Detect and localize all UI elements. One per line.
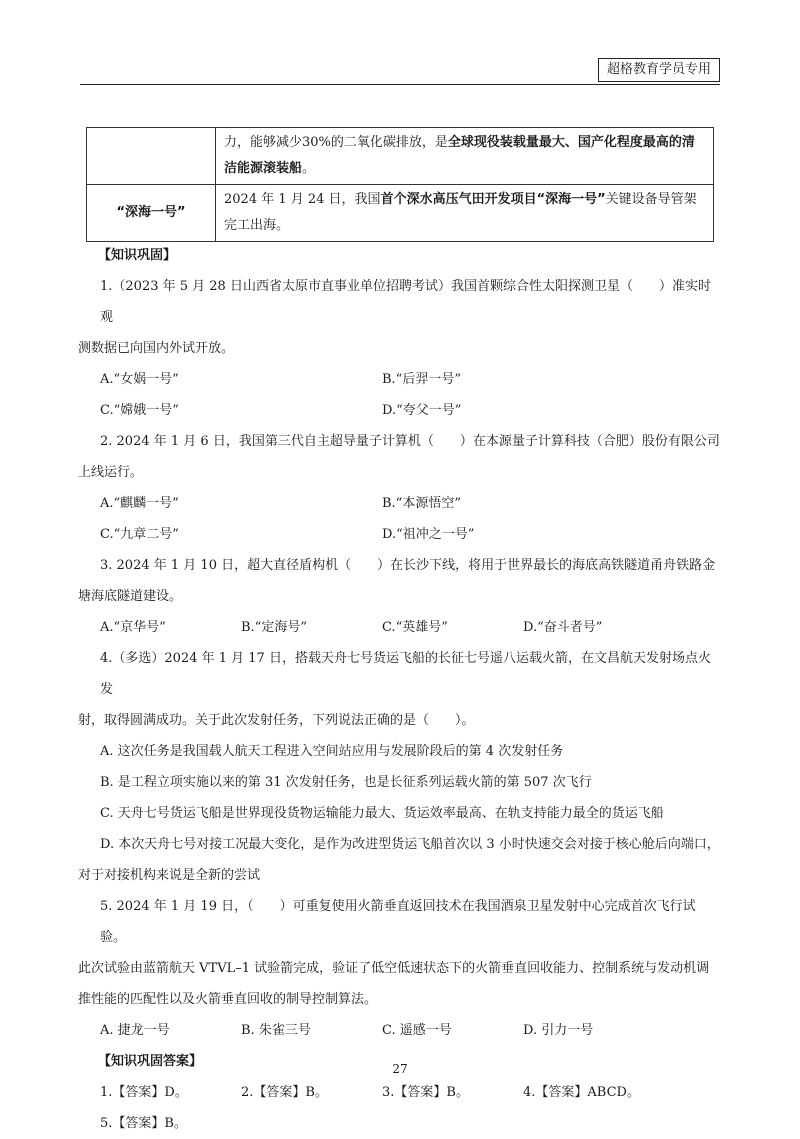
option: C.“英雄号” (382, 620, 448, 635)
option: B. 是工程立项实施以来的第 31 次发射任务，也是长征系列运载火箭的第 507 次飞行 (100, 775, 592, 790)
question-4-stem-cont: 射，取得圆满成功。关于此次发射任务，下列说法正确的是（ ）。 (78, 713, 475, 728)
table-cell-desc (216, 185, 714, 242)
header-tag: 超格教育学员专用 (598, 58, 720, 82)
option: A.“京华号” (100, 620, 166, 635)
section-title-answers: 【知识巩固答案】 (98, 1054, 203, 1069)
header-divider (80, 84, 720, 85)
option: B. 朱雀三号 (241, 1023, 311, 1038)
table-cell-name (87, 128, 216, 185)
question-3-stem: 3. 2024 年 1 月 10 日，超大直径盾构机（ ）在长沙下线，将用于世界最长的海底高铁隧道甬舟铁路金 (100, 558, 716, 573)
answer: 3.【答案】B。 (382, 1085, 469, 1100)
table-cell-desc (216, 128, 714, 185)
question-1-options-row (100, 395, 720, 426)
row2-text-b: 关键设备导管架完工出海。 (224, 192, 697, 233)
question-2-stem-cont: 上线运行。 (78, 465, 144, 480)
answer: 2.【答案】B。 (241, 1085, 328, 1100)
question-5-options-row (100, 1015, 720, 1046)
row1-text-a: 力，能够减少30%的二氧化碳排放，是 (224, 135, 448, 150)
question-5-stem-cont: 推性能的匹配性以及火箭垂直回收的制导控制算法。 (78, 992, 378, 1007)
answers-row (100, 1077, 720, 1108)
option: D.“祖冲之一号” (382, 527, 475, 542)
answer: 4.【答案】ABCD。 (523, 1085, 640, 1100)
question-2-options-row (100, 519, 720, 550)
option-cont: 对于对接机构来说是全新的尝试 (78, 868, 261, 883)
question-4-stem: 4.（多选）2024 年 1 月 17 日，搭载天舟七号货运飞船的长征七号遥八运载火箭，在文昌航天发射场点火发 (100, 651, 711, 697)
answer: 5.【答案】B。 (100, 1116, 187, 1131)
option: C. 天舟七号货运飞船是世界现役货物运输能力最大、货运效率最高、在轨支持能力最全的货运飞船 (100, 806, 664, 821)
question-2-stem: 2. 2024 年 1 月 6 日，我国第三代自主超导量子计算机（ ）在本源量子计算科技（合肥）股份有限公司 (100, 434, 720, 449)
answer: 1.【答案】D。 (100, 1085, 188, 1100)
option: C. 遥感一号 (382, 1023, 452, 1038)
content (78, 240, 720, 1139)
option: B.“本源悟空” (382, 496, 461, 511)
section-title-knowledge: 【知识巩固】 (98, 248, 177, 263)
table-cell-name: “深海一号” (87, 185, 216, 242)
option: D. 本次天舟七号对接工况最大变化，是作为改进型货运飞船首次以 3 小时快速交会对接于核心舱后向端口， (100, 837, 720, 852)
question-3-options-row (100, 612, 720, 643)
option: D.“奋斗者号” (523, 620, 603, 635)
question-5-stem: 5. 2024 年 1 月 19 日，（ ）可重复使用火箭垂直返回技术在我国酒泉卫星发射中心完成首次飞行试验。 (100, 899, 696, 945)
row1-text-b: 。 (302, 161, 316, 176)
question-3-stem-cont: 塘海底隧道建设。 (78, 589, 183, 604)
option: D.“夸父一号” (382, 403, 462, 418)
question-1-stem: 1.（2023 年 5 月 28 日山西省太原市直事业单位招聘考试）我国首颗综合性太阳探测卫星（ ）准实时观 (100, 279, 711, 325)
option: D. 引力一号 (523, 1023, 594, 1038)
table-row (87, 185, 714, 242)
option: A. 这次任务是我国载人航天工程进入空间站应用与发展阶段后的第 4 次发射任务 (100, 744, 564, 759)
option: A.“麒麟一号” (100, 496, 179, 511)
option: C.“九章二号” (100, 527, 179, 542)
page-number: 27 (392, 1062, 408, 1076)
row1-bold: 全球现役装载量最大、国产化程度最高的清洁能源滚装船 (224, 135, 695, 176)
option: A.“女娲一号” (100, 372, 179, 387)
row2-text-a: 2024 年 1 月 24 日，我国 (224, 192, 381, 207)
table-row (87, 128, 714, 185)
info-table (86, 127, 714, 242)
option: B.“定海号” (241, 620, 307, 635)
question-5-stem-cont: 此次试验由蓝箭航天 VTVL–1 试验箭完成，验证了低空低速状态下的火箭垂直回收能力、控制系统与发动机调 (78, 961, 710, 976)
question-1-stem-cont: 测数据已向国内外试开放。 (78, 341, 235, 356)
question-2-options-row (100, 488, 720, 519)
option: A. 捷龙一号 (100, 1023, 170, 1038)
option: B.“后羿一号” (382, 372, 461, 387)
question-1-options-row (100, 364, 720, 395)
row2-bold: 首个深水高压气田开发项目“深海一号” (380, 192, 606, 207)
option: C.“嫦娥一号” (100, 403, 179, 418)
